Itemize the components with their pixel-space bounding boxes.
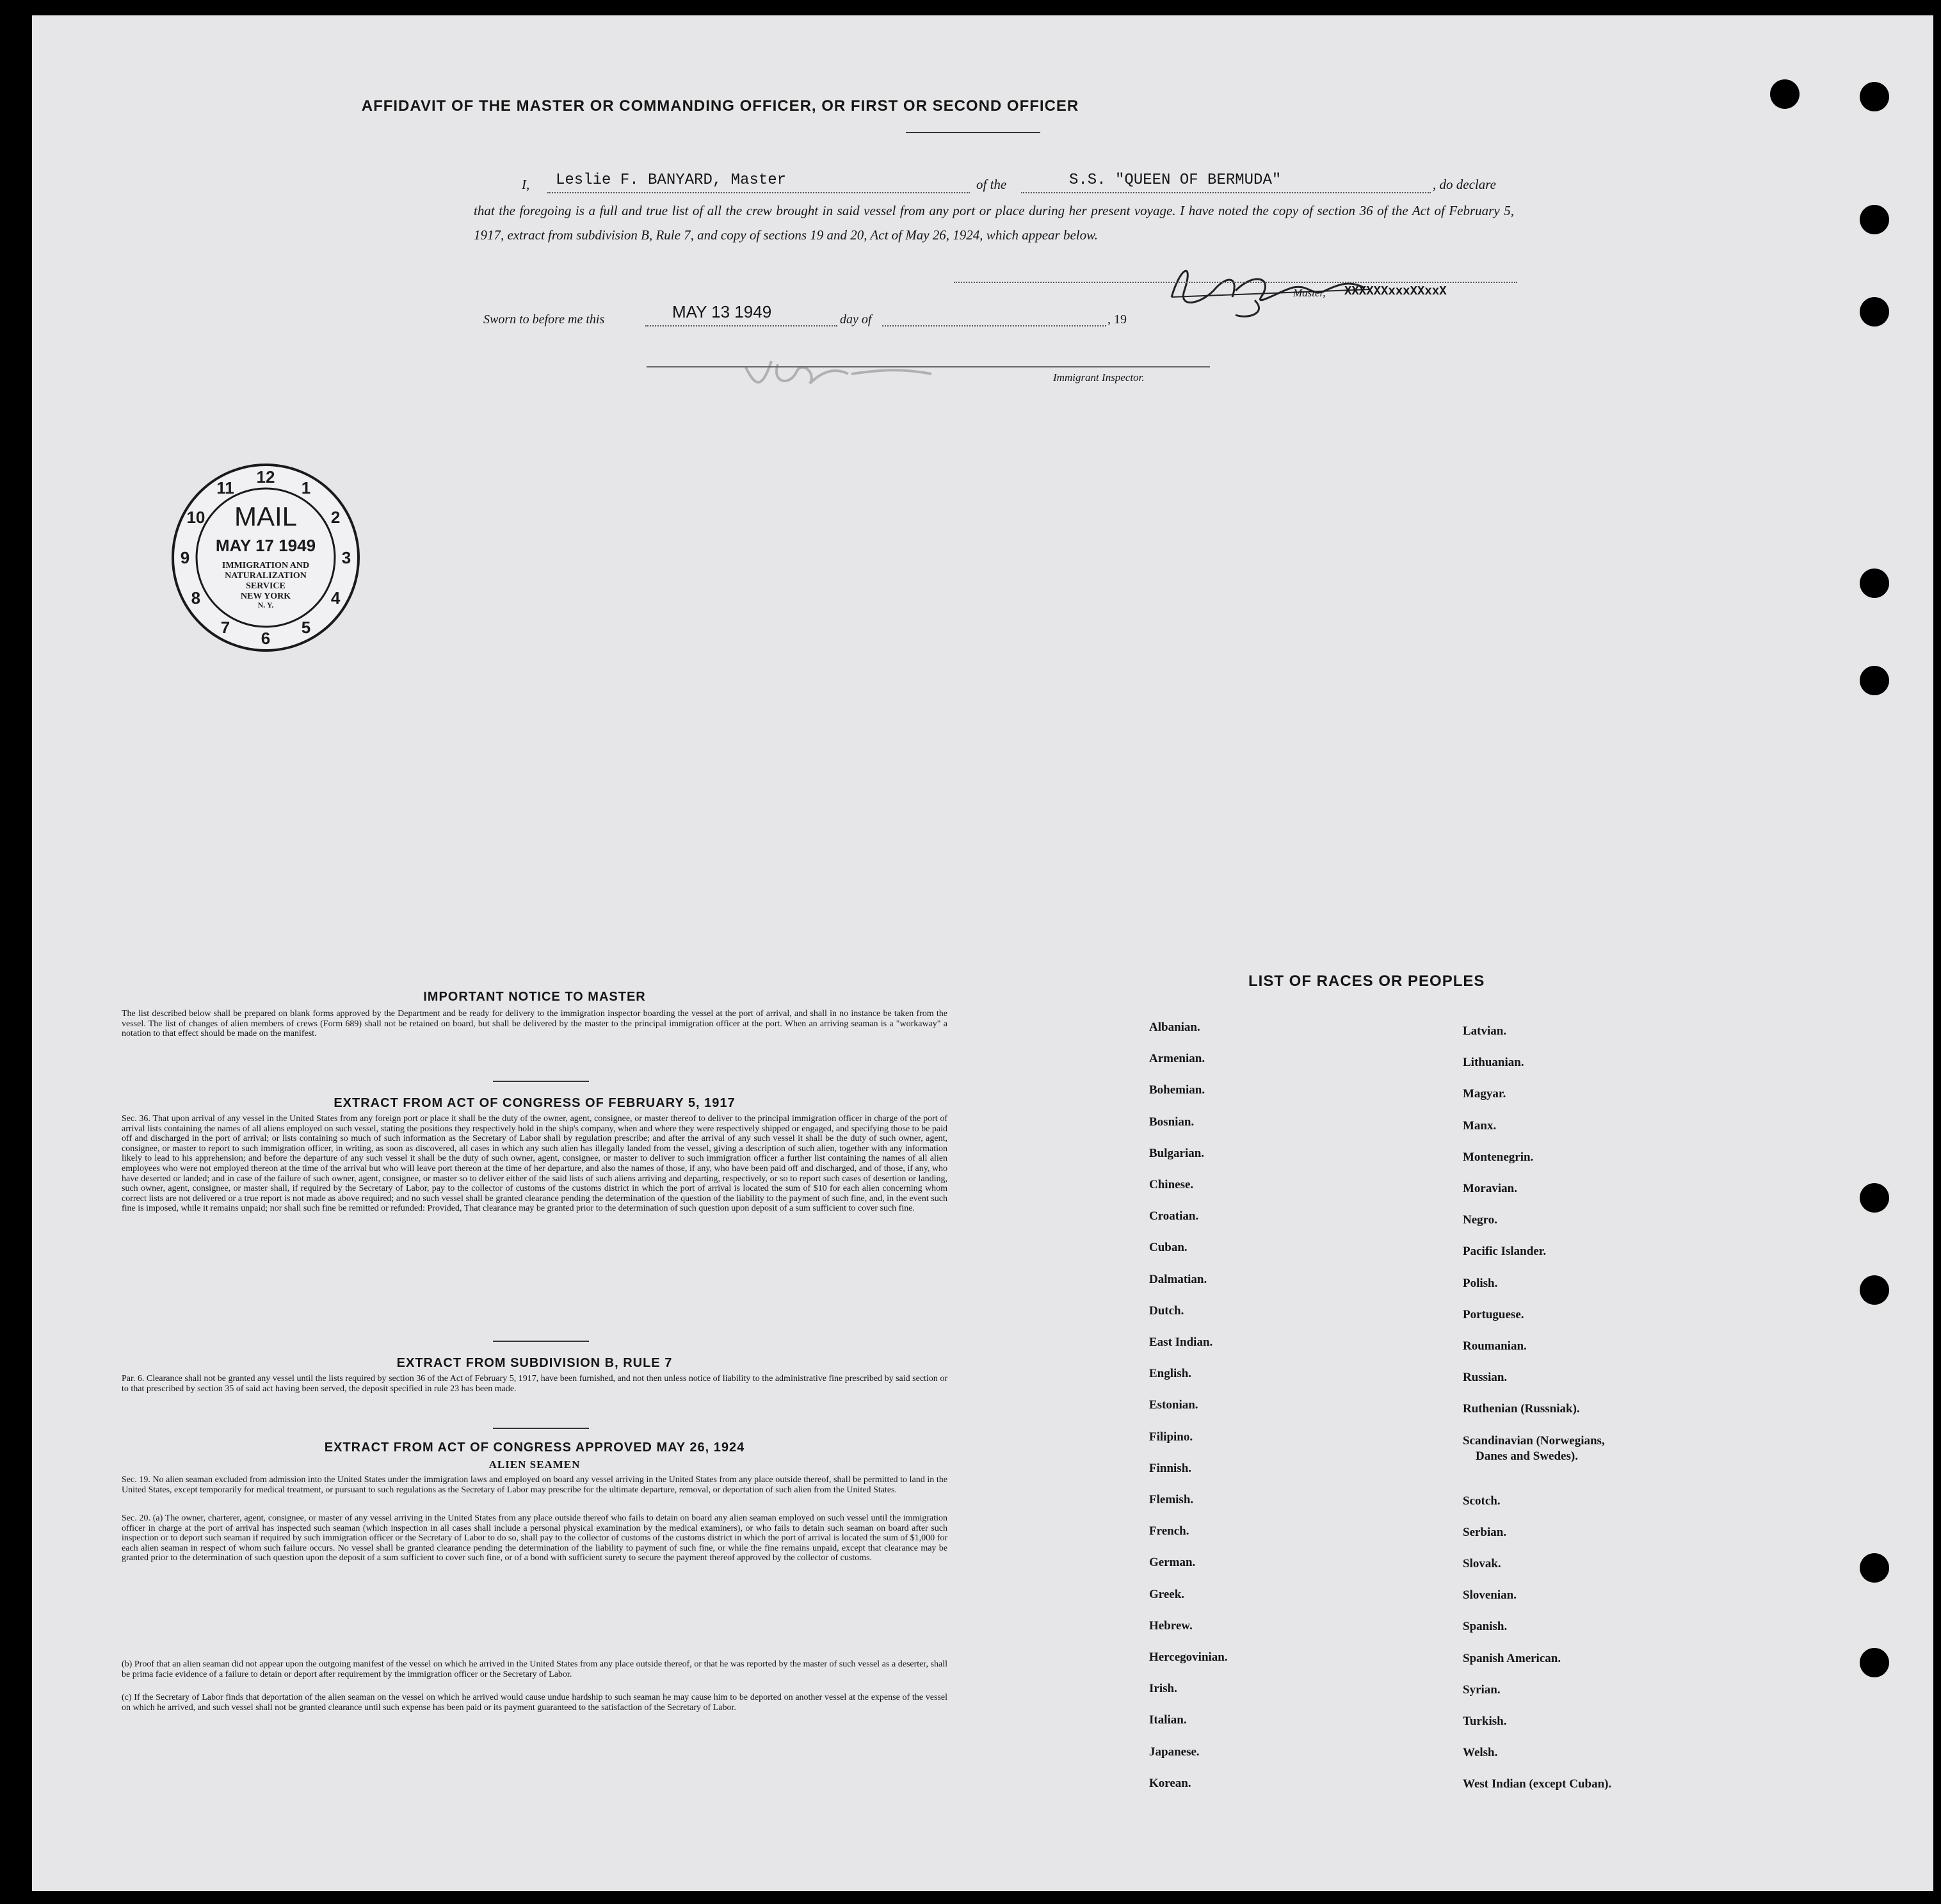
binder-hole [1770, 79, 1800, 109]
race-item: Slovenian. [1463, 1588, 1517, 1602]
race-item: Spanish American. [1463, 1651, 1561, 1665]
affidavit-body: that the foregoing is a full and true list of all the crew brought in said vessel from any port or place during her present voyage. I have noted the copy of section 36 of the Act of February 5, 1917, extract from subdivision B, Rule 7, and copy of sections 19 and 20, Act of May 26, 1924, which appear below. [474, 203, 1514, 243]
race-item: Negro. [1463, 1213, 1497, 1227]
race-item: Scotch. [1463, 1494, 1501, 1508]
sec20a-text: Sec. 20. (a) The owner, charterer, agent, consignee, or master of any vessel arriving in the United States from any place outside thereof who fails to detain on board any alien seaman employed on such vessel until the immigration officer in charge at the port of arrival has inspected such seaman (which inspection in all cases shall include a personal physical examination by the medical examiners), or who fails to detain such seaman on board after such inspection or to deport such seaman if required by such immigration officer or the Secretary of Labor to do so, shall pay to the collector of customs of the customs district in which the port of arrival is located the sum of $1,000 for each alien seaman in respect of whom such failure occurs. No vessel shall be granted clearance pending the determination of the liability to payment of such fine, or while the fine remains unpaid, except that clearance may be granted prior to the determination of such question upon the deposit of a sum sufficient to cover such fine, or of a bond with sufficient surety to secure the payment thereof approved by the collector of customs. [122, 1513, 947, 1563]
stamp-hour: 9 [180, 548, 190, 567]
race-item: Hebrew. [1149, 1618, 1193, 1633]
year-prefix: , 19 [1107, 312, 1127, 327]
race-item: Dalmatian. [1149, 1272, 1207, 1286]
signature-rule [954, 282, 1517, 283]
race-item: Greek. [1149, 1587, 1185, 1601]
stamp-line2: NATURALIZATION [225, 571, 307, 581]
race-item: Japanese. [1149, 1745, 1200, 1759]
vessel-name: S.S. "QUEEN OF BERMUDA" [1069, 172, 1282, 189]
binder-hole [1860, 569, 1889, 598]
race-item: Italian. [1149, 1713, 1187, 1727]
race-item: Croatian. [1149, 1209, 1199, 1223]
race-item: Pacific Islander. [1463, 1245, 1547, 1259]
stamp-hour: 12 [256, 467, 275, 487]
of-the-label: of the [976, 177, 1007, 192]
race-item: Flemish. [1149, 1493, 1194, 1506]
race-item: Welsh. [1463, 1746, 1498, 1760]
race-item: Danes and Swedes). [1476, 1449, 1578, 1463]
stamp-line1: IMMIGRATION AND [221, 561, 310, 570]
binder-hole [1860, 82, 1889, 111]
stamp-line5: N. Y. [257, 601, 274, 609]
race-item: German. [1149, 1556, 1196, 1570]
race-item: Chinese. [1149, 1178, 1194, 1191]
binder-hole [1860, 666, 1889, 695]
race-item: Ruthenian (Russniak). [1463, 1402, 1580, 1416]
race-item: Serbian. [1463, 1525, 1507, 1539]
inspector-label: Immigrant Inspector. [1053, 371, 1145, 383]
sec19-text: Sec. 19. No alien seaman excluded from admission into the United States under the immigration laws and employed on board any vessel arriving in the United States from any place outside thereof, shall be permitted to land in the United States, except temporarily for medical treatment, or pursuant to such regulations as the Secretary of Labor may prescribe for the ultimate departure, removal, or deportation of such alien from the United States. [122, 1475, 947, 1495]
extract-1924-subtitle: ALIEN SEAMEN [488, 1458, 581, 1471]
race-item: Turkish. [1463, 1714, 1507, 1728]
race-item: Slovak. [1463, 1557, 1501, 1570]
race-item: Manx. [1463, 1118, 1497, 1133]
stamp-hour: 5 [301, 618, 311, 638]
notice-text: The list described below shall be prepared on blank forms approved by the Department and be ready for delivery to the immigration inspector boarding the vessel at the port of arrival, and shall in no instance be taken from the vessel. The list of changes of alien members of crews (Form 689) shall not be retained on board, but shall be delivered by the master to the principal immigration officer at the port. When an arriving seaman is a "workaway" a notation to that effect should be made on the manifest. [122, 1009, 947, 1039]
stamp-line4: NEW YORK [240, 592, 291, 601]
rule7-title: EXTRACT FROM SUBDIVISION B, RULE 7 [396, 1356, 673, 1370]
sworn-date-rule [645, 325, 837, 327]
race-item: Syrian. [1463, 1682, 1501, 1697]
divider-1 [493, 1081, 589, 1082]
affidavit-title: AFFIDAVIT OF THE MASTER OR COMMANDING OFFICER, OR FIRST OR SECOND OFFICER [361, 97, 1079, 115]
race-item: French. [1149, 1524, 1189, 1538]
race-item: Cuban. [1149, 1241, 1188, 1255]
stamp-hour: 7 [220, 618, 230, 638]
title-divider [906, 132, 1040, 133]
race-item: Korean. [1149, 1776, 1191, 1790]
race-item: Finnish. [1149, 1461, 1192, 1475]
mail-receipt-stamp [170, 462, 362, 654]
inspector-signature [733, 348, 944, 399]
sec20c-text: (c) If the Secretary of Labor finds that deportation of the alien seaman on the vessel on which he arrived would cause undue hardship to such seaman he may cause him to be deported on another vessel at the expense of the vessel on which he arrived, and such vessel shall not be granted clearance until such expense has been paid or its payment guaranteed to the satisfaction of the Secretary of Labor. [122, 1693, 947, 1713]
race-item: West Indian (except Cuban). [1463, 1777, 1612, 1791]
race-item: Bulgarian. [1149, 1146, 1205, 1160]
race-item: Albanian. [1149, 1021, 1200, 1034]
race-item: Estonian. [1149, 1398, 1198, 1412]
stamp-hour: 2 [330, 508, 341, 527]
binder-hole [1860, 1183, 1889, 1213]
race-item: Roumanian. [1463, 1339, 1527, 1353]
sec20b-text: (b) Proof that an alien seaman did not appear upon the outgoing manifest of the vessel on which he arrived in the United States from any place outside thereof, or that he was reported by the master of such vessel as a deserter, shall be prima facie evidence of a failure to detain or deport after requirement by the immigration officer or the Secretary of Labor. [122, 1659, 947, 1679]
master-name: Leslie F. BANYARD, Master [556, 172, 787, 189]
race-item: Dutch. [1149, 1303, 1184, 1318]
race-item: Portuguese. [1463, 1307, 1524, 1321]
do-declare-label: , do declare [1433, 177, 1496, 192]
race-item: Armenian. [1149, 1052, 1205, 1066]
race-item: Spanish. [1463, 1620, 1508, 1634]
races-title: LIST OF RACES OR PEOPLES [1248, 972, 1485, 990]
sworn-label: Sworn to before me this [483, 312, 605, 327]
extract-1924-title: EXTRACT FROM ACT OF CONGRESS APPROVED MAY 26, 1924 [324, 1440, 745, 1455]
stamp-mail-word: MAIL [234, 501, 298, 531]
race-item: Scandinavian (Norwegians, [1463, 1433, 1605, 1448]
stamp-hour: 1 [301, 478, 311, 497]
stamp-hour: 4 [330, 588, 341, 608]
stamp-hour: 11 [216, 478, 234, 497]
race-item: Hercegovinian. [1149, 1650, 1228, 1664]
master-label: Master, [1293, 287, 1326, 299]
race-item: Moravian. [1463, 1182, 1517, 1195]
binder-hole [1860, 297, 1889, 327]
binder-hole [1860, 205, 1889, 234]
notice-title: IMPORTANT NOTICE TO MASTER [423, 990, 646, 1004]
race-item: Bosnian. [1149, 1115, 1195, 1129]
day-of-rule [882, 325, 1106, 327]
document-page [32, 15, 1933, 1891]
binder-hole [1860, 1275, 1889, 1305]
race-item: Bohemian. [1149, 1083, 1205, 1097]
race-item: Russian. [1463, 1371, 1508, 1385]
divider-2 [493, 1341, 589, 1342]
master-name-rule [547, 192, 970, 193]
race-item: Lithuanian. [1463, 1056, 1524, 1070]
race-item: Irish. [1149, 1682, 1177, 1696]
extract-1917-title: EXTRACT FROM ACT OF CONGRESS OF FEBRUARY 5, 1917 [334, 1096, 736, 1110]
binder-hole [1860, 1553, 1889, 1583]
stamp-hour: 6 [261, 629, 271, 648]
race-item: English. [1149, 1367, 1192, 1381]
day-of-label: day of [840, 312, 872, 327]
stamp-hour: 3 [341, 548, 351, 567]
race-item: Latvian. [1463, 1024, 1507, 1038]
struck-officer-text: XXXXXXxxxXXxxX [1344, 284, 1447, 298]
stamp-line3: SERVICE [246, 581, 286, 591]
inspector-rule [647, 366, 1210, 367]
race-item: Filipino. [1149, 1430, 1193, 1444]
rule7-text: Par. 6. Clearance shall not be granted any vessel until the lists required by section 36 of the Act of February 5, 1917, have been furnished, and not then unless notice of liability to the administrative fine prescribed by said section or to that prescribed by section 35 of said act having been served, the deposit specified in rule 23 has been made. [122, 1374, 947, 1394]
divider-3 [493, 1428, 589, 1429]
stamp-date: MAY 17 1949 [215, 536, 316, 555]
vessel-rule [1021, 192, 1431, 193]
binder-hole [1860, 1648, 1889, 1677]
i-label: I, [522, 177, 530, 192]
stamp-hour: 10 [186, 508, 205, 527]
sworn-date-stamp: MAY 13 1949 [672, 302, 772, 321]
stamp-hour: 8 [191, 588, 201, 608]
extract-1917-text: Sec. 36. That upon arrival of any vessel in the United States from any foreign port or place it shall be the duty of the owner, agent, consignee, or master thereof to deliver to the principal immigration officer in charge of the port of arrival lists containing the names of all aliens employed on such vessel, stating the positions they respectively hold in the ship's company, when and where they were respectively shipped or engaged, and specifying those to be paid off and discharged in the port of arrival; or lists containing so much of such information as the Secretary of Labor shall by regulation prescribe; and after the arrival of any such vessel it shall be the duty of such owner, agent, consignee, or master to report to such immigration officer, in writing, as soon as discovered, all cases in which any such alien has illegally landed from the vessel, giving a description of such alien, together with any information likely to lead to his apprehension; and before the departure of any such vessel it shall be the duty of such owner, agent, consignee, or master to deliver to such immigration officer a further list containing the names of all alien employees who were not employed thereon at the time of the arrival but who will leave port thereon at the time of her departure, and also the names of those, if any, who have been paid off and discharged, and of those, if any, who have deserted or landed; and in case of the failure of such owner, agent, consignee, or master so to deliver either of the said lists of such aliens arriving and departing, respectively, or so to report such cases of desertion or landing, such owner, agent, consignee, or master shall, if required by the Secretary of Labor, pay to the collector of customs of the customs district in which the port of arrival is located the sum of $10 for each alien concerning whom correct lists are not delivered or a true report is not made as above required; and no such vessel shall be granted clearance pending the determination of the question of the liability to the payment of such fine, and, in the event such fine is imposed, while it remains unpaid; nor shall such fine be remitted or refunded: Provided, That clearance may be granted prior to the determination of such question upon deposit of a sum sufficient to cover such fine. [122, 1114, 947, 1214]
race-item: Montenegrin. [1463, 1150, 1534, 1164]
race-item: Magyar. [1463, 1087, 1506, 1101]
race-item: Polish. [1463, 1276, 1498, 1290]
race-item: East Indian. [1149, 1335, 1213, 1349]
